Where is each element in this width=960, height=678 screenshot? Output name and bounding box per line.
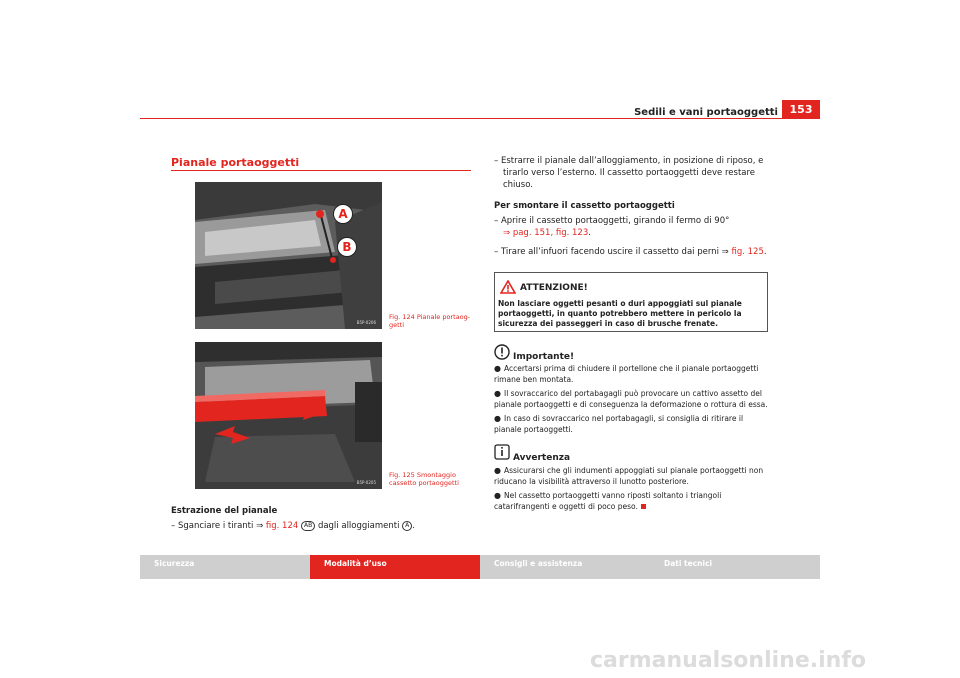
link-fig-124[interactable]: fig. 124 [265, 521, 299, 531]
caption-124-text2: getti [389, 321, 405, 329]
link-pag-151[interactable]: ⇒ pag. 151, fig. 123 [503, 228, 589, 238]
step1-end: . [412, 521, 415, 531]
step-1 [171, 520, 415, 532]
notice-title: Avvertenza [513, 453, 571, 463]
step1-pre: – Sganciare i tiranti ⇒ [171, 521, 264, 531]
step2-line1: – Estrarre il pianale dall’alloggiamento, in posizione di riposo, e [494, 156, 764, 166]
left-heading: Estrazione del pianale [171, 506, 278, 516]
step1-mid: dagli alloggiamenti [317, 521, 400, 531]
important-title: Importante! [513, 352, 575, 362]
notice-item-2: ● Nel cassetto portaoggetti vanno riposti soltanto i triangoli catarifrangenti e oggetti di poco peso. [494, 491, 722, 511]
notice-item-2-text: Nel cassetto portaoggetti vanno riposti soltanto i triangoli catarifrangenti e oggetti di poco peso. [494, 491, 722, 511]
figure-125-code: B5P-0205 [356, 480, 376, 485]
warning-title: ATTENZIONE! [520, 283, 588, 293]
caption-125-text2: cassetto portaoggetti [389, 479, 459, 487]
link-fig-125[interactable]: fig. 125 [731, 247, 764, 257]
step3-line1: – Aprire il cassetto portaoggetti, girando il fermo di 90° [494, 216, 730, 226]
important-item-2: ● Il sovraccarico del portabagagli può provocare un cattivo assetto del pianale portaoggetti e di conseguenza la deformazione o rottura di essa. [494, 389, 768, 409]
page-number: 153 [782, 100, 820, 119]
step3-end: . [588, 228, 591, 238]
step-4 [494, 246, 767, 258]
section-rule [171, 170, 471, 171]
notice-item-1-text: Assicurarsi che gli indumenti appoggiati sul pianale portaoggetti non riducano la visibilità attraverso il lunotto posteriore. [494, 466, 764, 486]
badge-a: A [402, 521, 412, 531]
caption-125-text: Smontaggio [416, 471, 456, 479]
caption-125-num: Fig. 125 [389, 471, 415, 479]
callout-b: B [337, 237, 357, 257]
badge-ab: AB [301, 521, 315, 531]
caption-fig-125 [389, 471, 474, 487]
running-header-title: Sedili e vani portaoggetti [634, 107, 778, 118]
warning-triangle-icon [500, 279, 516, 298]
important-item-1-text: Accertarsi prima di chiudere il portellone che il pianale portaoggetti rimane ben montata. [494, 364, 759, 384]
step4-end: . [763, 247, 767, 257]
end-of-section-icon [641, 504, 646, 509]
caption-124-num: Fig. 124 [389, 313, 415, 321]
header-rule [140, 118, 820, 119]
footer-tab-sicurezza[interactable]: Sicurezza [140, 555, 310, 579]
step4-pre: – Tirare all’infuori facendo uscire il cassetto dai perni ⇒ [494, 247, 729, 257]
caption-124-text: Pianale portaog- [416, 313, 471, 321]
step2-line2: tirarlo verso l’esterno. Il cassetto portaoggetti deve restare [503, 168, 756, 178]
caption-fig-124 [389, 313, 474, 329]
important-item-3: ● In caso di sovraccarico nel portabagagli, si consiglia di ritirare il pianale portaoggetti. [494, 414, 744, 434]
figure-125-image [195, 342, 382, 489]
warning-text: Non lasciare oggetti pesanti o duri appoggiati sul pianale portaoggetti, in quanto potrebbero mettere in pericolo la sicurezza dei passeggeri in caso di brusche frenate. [498, 299, 742, 328]
step2-line3: chiuso. [503, 180, 533, 190]
section-title: Pianale portaoggetti [171, 156, 300, 169]
step-2 [494, 155, 763, 191]
notice-icon [494, 444, 510, 464]
important-item-1: ● Accertarsi prima di chiudere il portellone che il pianale portaoggetti rimane ben montata. [494, 364, 759, 384]
important-icon [494, 344, 510, 364]
notice-item-1: ● Assicurarsi che gli indumenti appoggiati sul pianale portaoggetti non riducano la visibilità attraverso il lunotto posteriore. [494, 466, 764, 486]
footer-tab-consigli[interactable]: Consigli e assistenza [480, 555, 650, 579]
footer-tab-dati[interactable]: Dati tecnici [650, 555, 820, 579]
figure-124-image [195, 182, 382, 329]
watermark: carmanualsonline.info [590, 648, 866, 673]
important-item-2-text: Il sovraccarico del portabagagli può provocare un cattivo assetto del pianale portaoggetti e di conseguenza la deformazione o rottura di essa. [494, 389, 768, 409]
footer-tab-modalita[interactable]: Modalità d’uso [310, 555, 480, 579]
callout-a: A [333, 204, 353, 224]
step-3 [494, 215, 729, 239]
important-item-3-text: In caso di sovraccarico nel portabagagli, si consiglia di ritirare il pianale portaoggetti. [494, 414, 744, 434]
right-heading: Per smontare il cassetto portaoggetti [494, 201, 675, 211]
figure-124-code: B5P-0206 [356, 320, 376, 325]
